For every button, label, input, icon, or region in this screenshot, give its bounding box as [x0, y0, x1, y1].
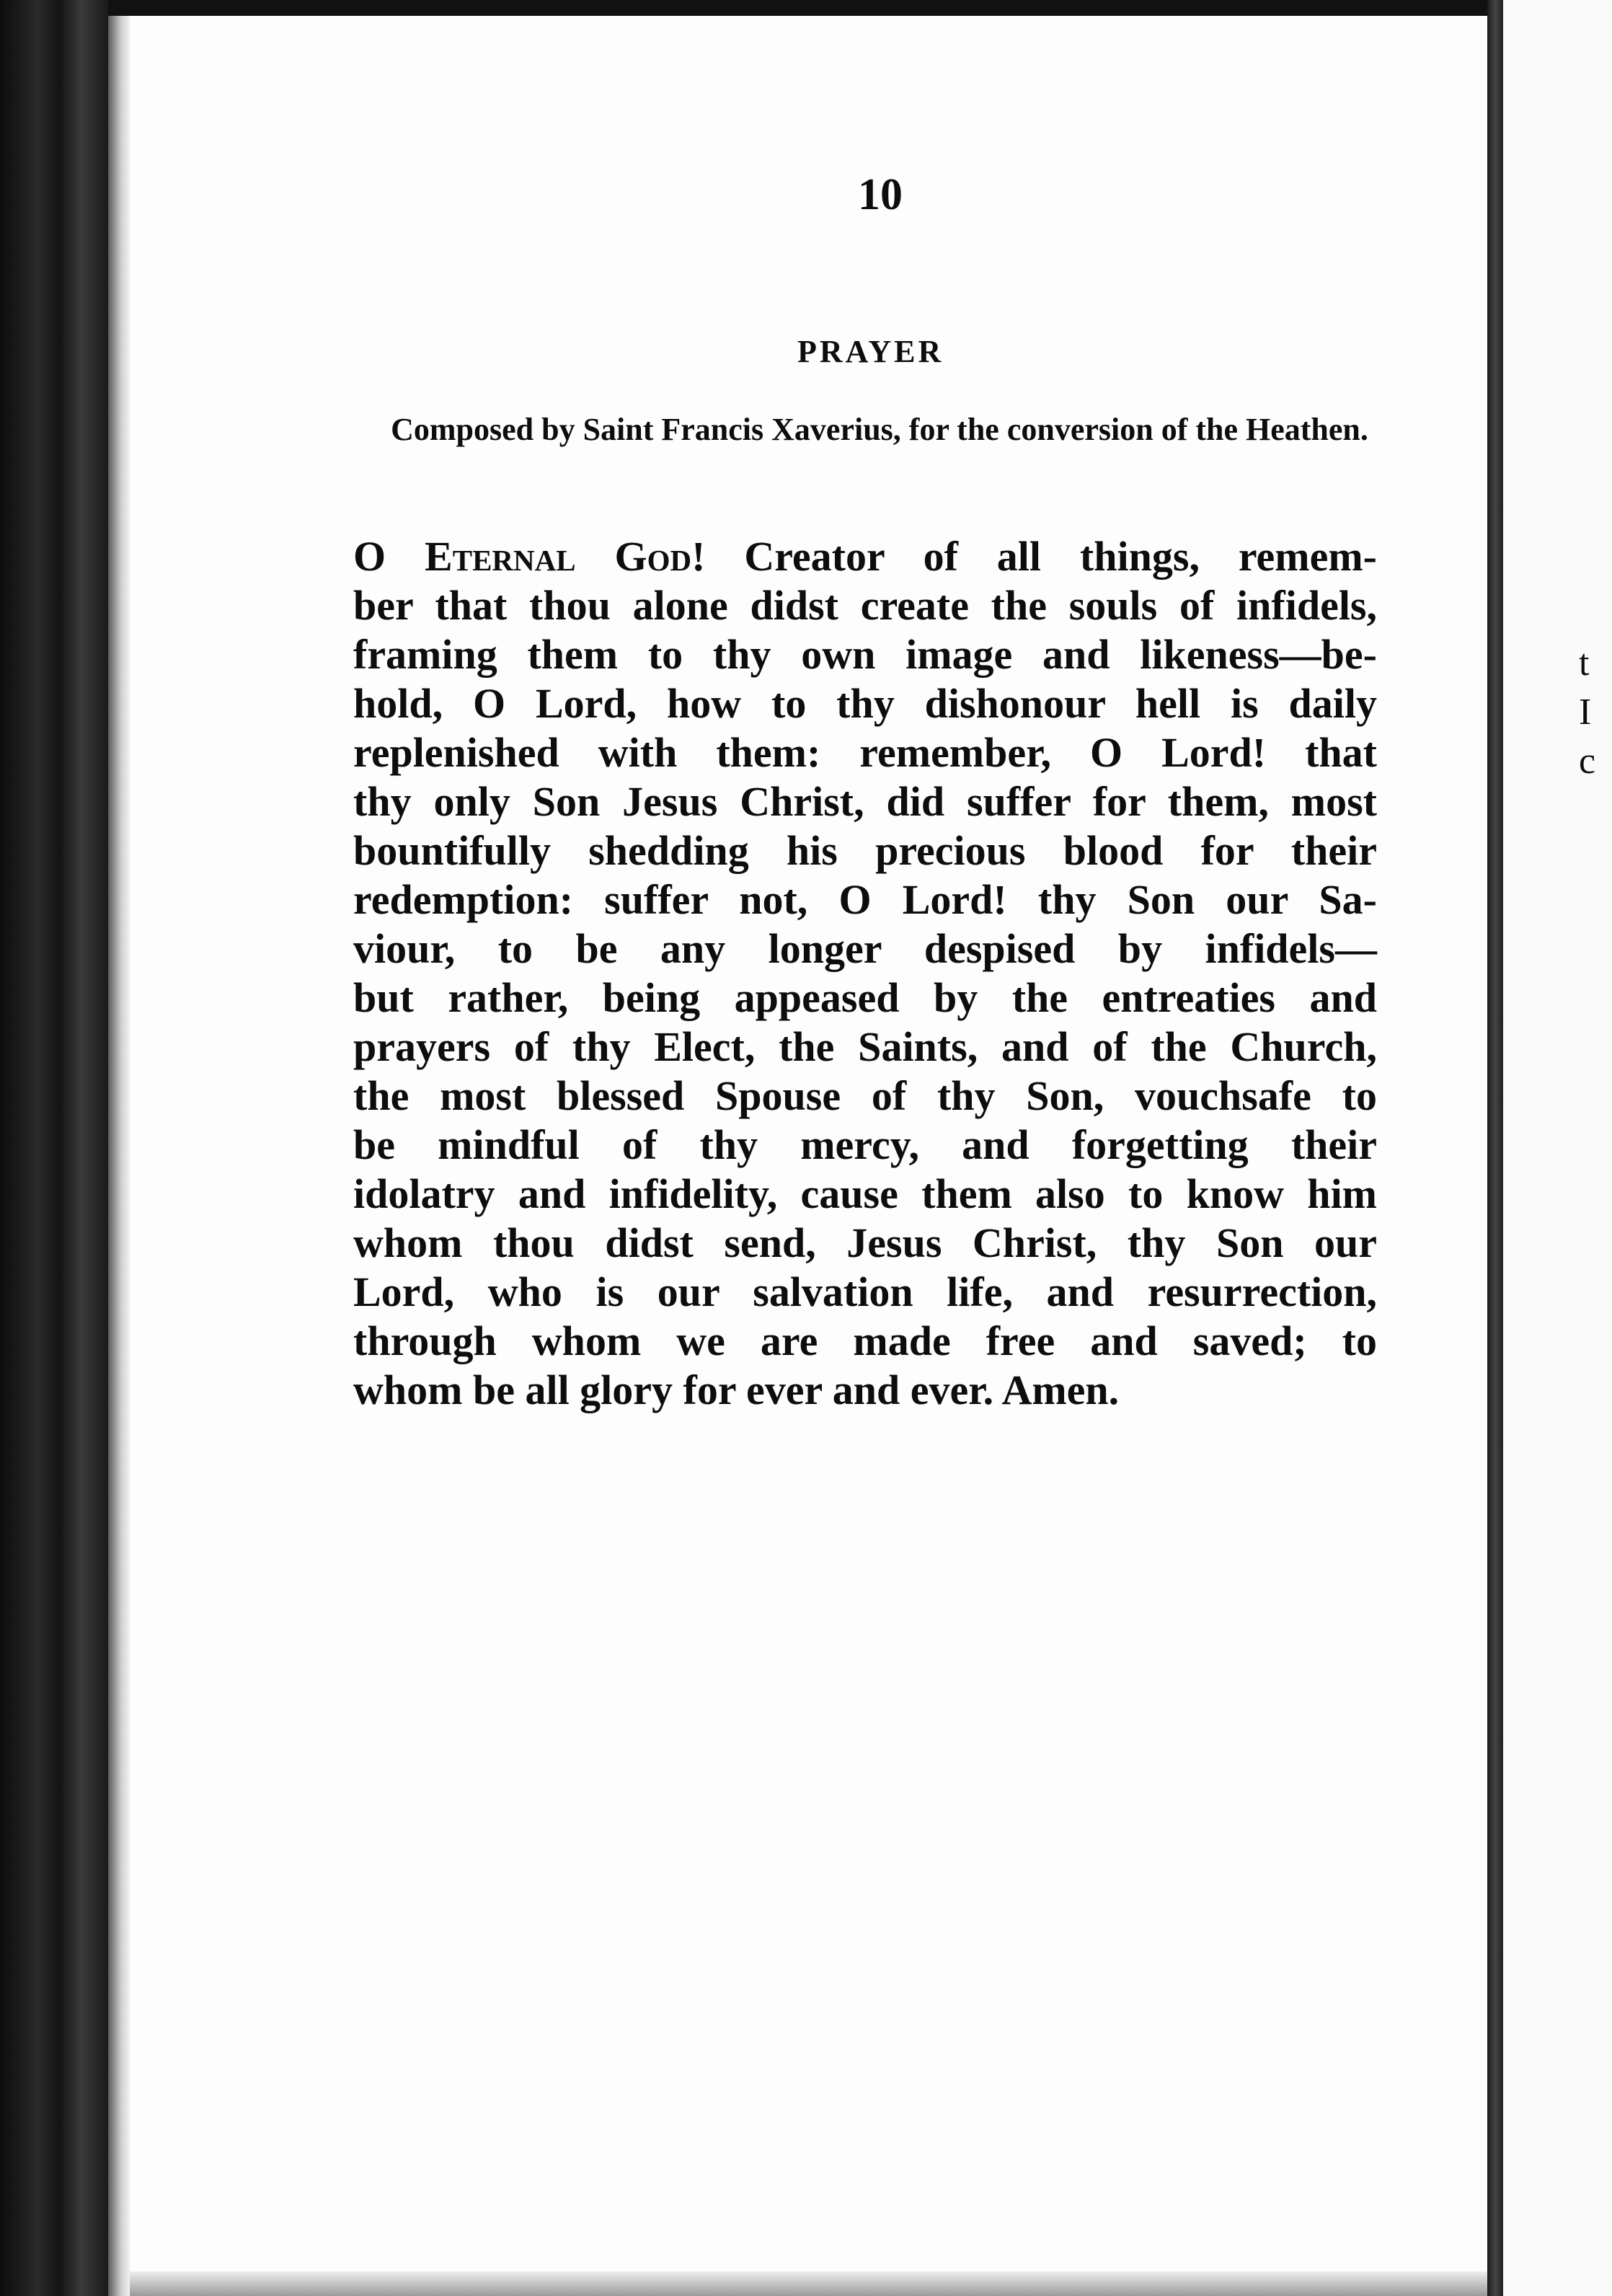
- page-number: 10: [858, 170, 903, 219]
- facing-page-fragment: I: [1579, 692, 1592, 733]
- prayer-line: be mindful of thy mercy, and forgetting their: [353, 1121, 1377, 1168]
- prayer-line-opening: [353, 532, 1377, 580]
- facing-page-fragment: c: [1579, 741, 1596, 782]
- book-binding-shadow: [0, 0, 108, 2296]
- prayer-line: thy only Son Jesus Christ, did suffer for them, most: [353, 778, 1377, 825]
- prayer-line-last: whom be all glory for ever and ever. Amen.: [353, 1366, 1120, 1413]
- opening-rest: ! Creator of all things, remem-: [691, 533, 1377, 580]
- prayer-line: idolatry and infidelity, cause them also to know him: [353, 1170, 1377, 1217]
- prayer-line: whom thou didst send, Jesus Christ, thy Son our: [353, 1219, 1377, 1266]
- prayer-line: but rather, being appeased by the entreaties and: [353, 974, 1377, 1021]
- facing-page-fragment: t: [1579, 643, 1590, 684]
- bottom-page-edge: [130, 2271, 1487, 2296]
- prayer-line: through whom we are made free and saved; to: [353, 1317, 1377, 1364]
- facing-page-edge: [1503, 0, 1612, 2296]
- prayer-line: redemption: suffer not, O Lord! thy Son our Sa-: [353, 876, 1377, 923]
- prayer-line: viour, to be any longer despised by infidels—: [353, 925, 1377, 972]
- opening-lead: O: [353, 533, 425, 580]
- prayer-line: Lord, who is our salvation life, and resurrection,: [353, 1268, 1377, 1315]
- prayer-line: hold, O Lord, how to thy dishonour hell is daily: [353, 680, 1377, 727]
- prayer-heading: PRAYER: [797, 334, 944, 369]
- prayer-line: the most blessed Spouse of thy Son, vouchsafe to: [353, 1072, 1377, 1119]
- page-gutter-shadow: [108, 0, 130, 2296]
- prayer-line: replenished with them: remember, O Lord! that: [353, 729, 1377, 776]
- spine-divider: [1487, 0, 1503, 2296]
- prayer-attribution: Composed by Saint Francis Xaverius, for the conversion of the Heathen.: [391, 412, 1368, 447]
- opening-small-caps: Eternal God: [425, 533, 692, 580]
- prayer-line: ber that thou alone didst create the souls of infidels,: [353, 582, 1377, 629]
- prayer-line: prayers of thy Elect, the Saints, and of the Church,: [353, 1023, 1377, 1070]
- top-page-edge: [108, 0, 1500, 16]
- prayer-line: bountifully shedding his precious blood for their: [353, 827, 1377, 874]
- prayer-line: framing them to thy own image and likeness—be-: [353, 631, 1377, 678]
